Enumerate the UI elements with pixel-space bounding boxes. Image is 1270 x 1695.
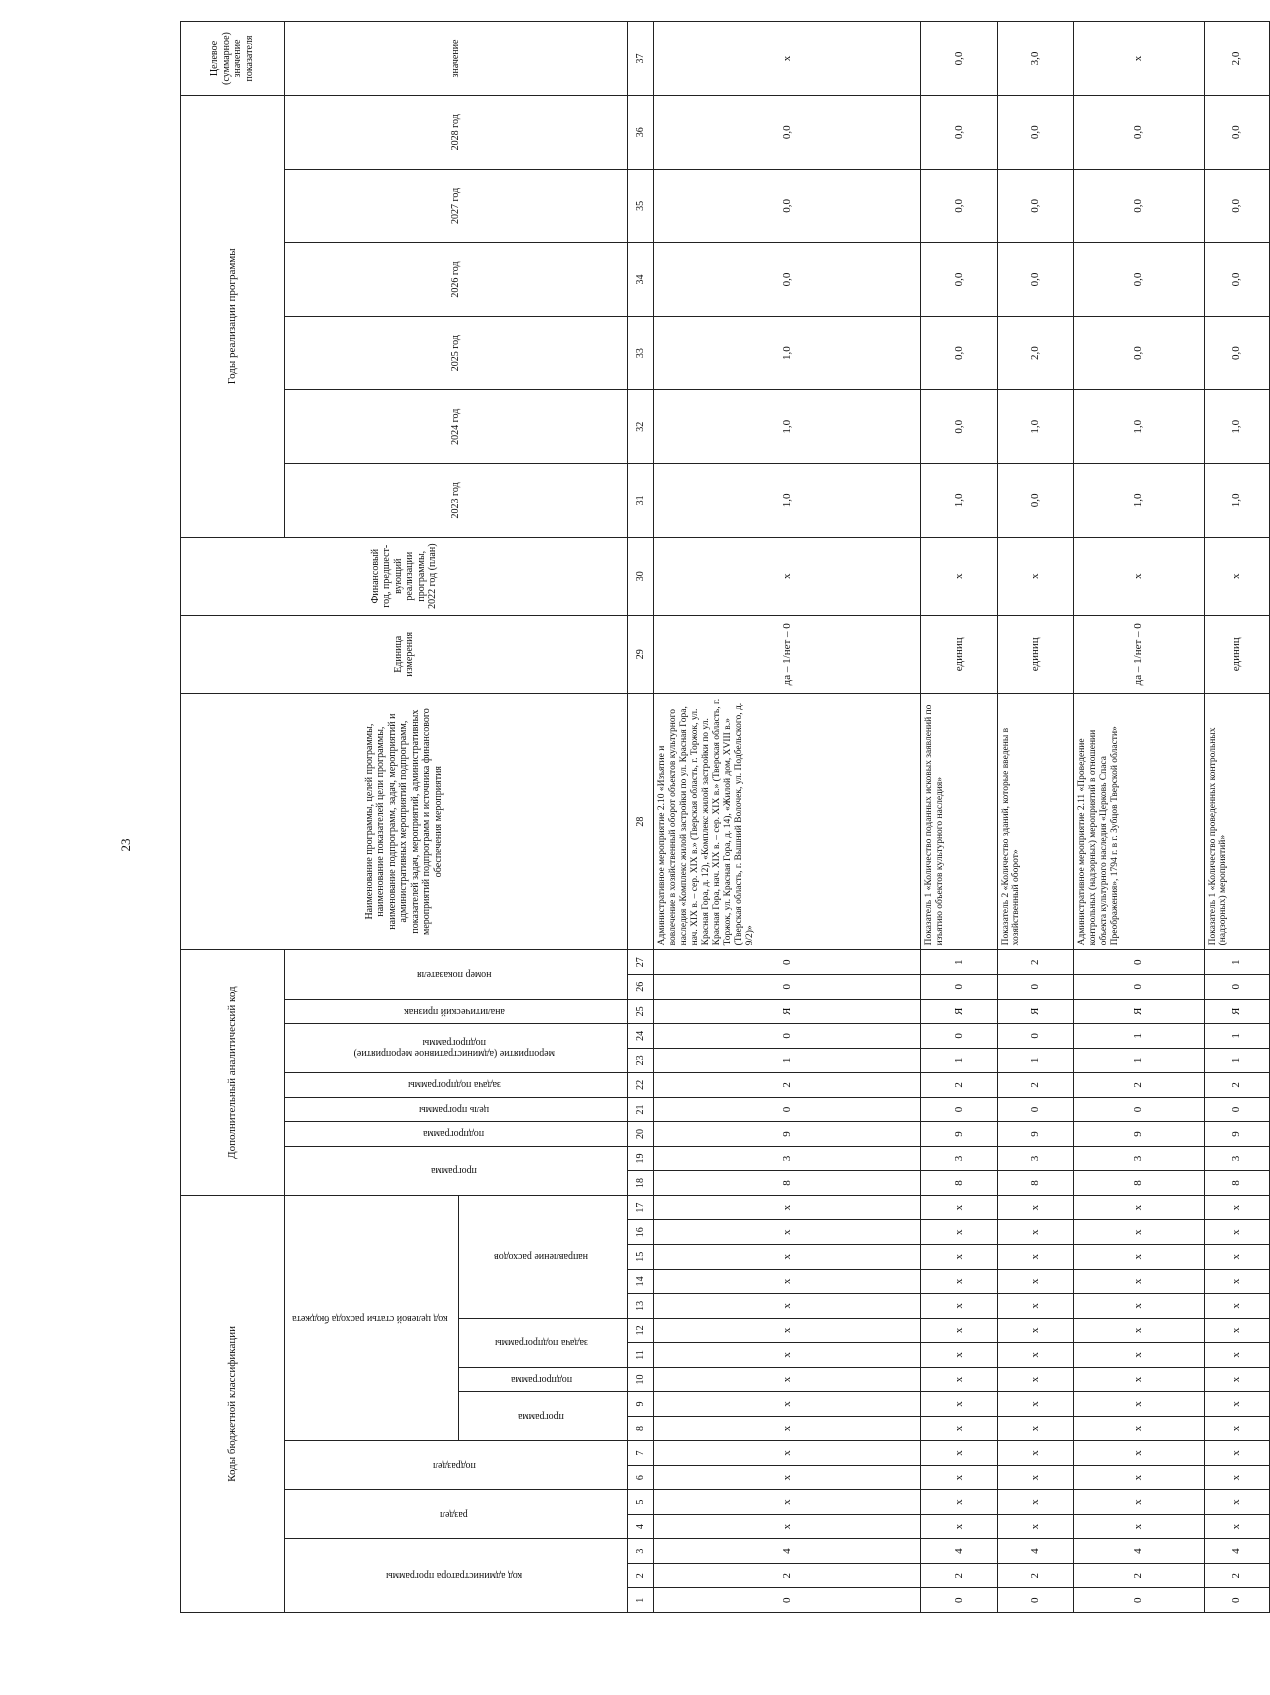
code-cell: x — [921, 1416, 997, 1441]
code-cell: x — [654, 1318, 921, 1343]
code-cell: x — [1073, 1195, 1204, 1220]
code-cell: 3 — [997, 1146, 1073, 1171]
code-cell: x — [1204, 1195, 1269, 1220]
code-cell: x — [997, 1514, 1073, 1539]
code-cell: x — [654, 1367, 921, 1392]
code-cell: 2 — [1204, 1563, 1269, 1588]
header-admin-code: код администратора программы — [385, 1570, 523, 1582]
col-num: 19 — [628, 1146, 654, 1171]
code-cell: x — [1204, 1392, 1269, 1417]
code-cell: 0 — [654, 950, 921, 975]
code-cell: x — [1073, 1514, 1204, 1539]
code-cell: x — [997, 1465, 1073, 1490]
code-cell: 1 — [921, 1048, 997, 1073]
row-name: Показатель 2 «Количество зданий, которые введены в хозяйственный оборот» — [997, 693, 1073, 950]
header-target: Целевое (суммарное) значение показателя — [181, 22, 285, 96]
table-row — [921, 22, 997, 1613]
row-fin-year: х — [1204, 537, 1269, 615]
code-cell: x — [1204, 1490, 1269, 1515]
row-unit: да – 1/нет – 0 — [1073, 615, 1204, 693]
code-cell: x — [921, 1441, 997, 1466]
col-num: 36 — [628, 95, 654, 169]
code-cell: x — [654, 1416, 921, 1441]
col-num: 18 — [628, 1171, 654, 1196]
row-name: Административное мероприятие 2.10 «Изъятие и вовлечение в хозяйственный оборот объектов культурного наследия «Комплекс жилой застройки по ул. Красная Гора, нач. XIX в. – сер. XIX в.» (Тверская область, г. Торжок, ул. Красная Гора, д. 12), «Комплекс жилой застройки по ул. Красная Гора, нач. XIX в. – сер. XIX в.» (Тверская область, г. Торжок, ул. Красная Гора, д. 14), «Жилой дом, XVIII в.» (Тверская область, г. Вышний Волочек, ул. Подбельского, д. 9/2)» — [654, 693, 921, 950]
header-program-goal: цель программы — [418, 1103, 490, 1115]
row-total: 2,0 — [1204, 22, 1269, 96]
table-row — [1073, 22, 1204, 1613]
year-value: 1,0 — [654, 464, 921, 538]
col-num: 25 — [628, 999, 654, 1024]
col-num: 20 — [628, 1122, 654, 1147]
code-cell: x — [997, 1195, 1073, 1220]
col-num: 2 — [628, 1563, 654, 1588]
code-cell: x — [1073, 1367, 1204, 1392]
header-budget-codes: Коды бюджетной классификации — [181, 1195, 285, 1612]
code-cell: 3 — [1073, 1146, 1204, 1171]
rotated-table-sheet — [180, 21, 1270, 1613]
col-num: 6 — [628, 1465, 654, 1490]
col-num: 29 — [628, 615, 654, 693]
code-cell: x — [1204, 1269, 1269, 1294]
code-cell: 1 — [997, 1048, 1073, 1073]
code-cell: 0 — [654, 1097, 921, 1122]
code-cell: 1 — [654, 1048, 921, 1073]
code-cell: 1 — [1204, 1048, 1269, 1073]
year-value: 0,0 — [654, 169, 921, 243]
code-cell: 0 — [921, 1588, 997, 1613]
table-row — [997, 22, 1073, 1613]
col-num: 9 — [628, 1392, 654, 1417]
row-total: 0,0 — [921, 22, 997, 96]
col-num: 23 — [628, 1048, 654, 1073]
col-num: 35 — [628, 169, 654, 243]
code-cell: 3 — [1204, 1146, 1269, 1171]
year-value: 0,0 — [1204, 243, 1269, 317]
header-add-subprogram: подпрограмма — [423, 1128, 485, 1140]
col-num: 30 — [628, 537, 654, 615]
row-unit: единиц — [997, 615, 1073, 693]
code-cell: x — [997, 1245, 1073, 1270]
code-cell: 2 — [1204, 1073, 1269, 1098]
code-cell: x — [921, 1195, 997, 1220]
code-cell: Я — [997, 999, 1073, 1024]
header-subprogram-task: задача подпрограммы — [494, 1337, 588, 1349]
code-cell: x — [921, 1294, 997, 1319]
header-measure: мероприятие (административное мероприятие) подпрограммы — [353, 1037, 555, 1060]
code-cell: x — [997, 1318, 1073, 1343]
col-num: 12 — [628, 1318, 654, 1343]
col-num: 24 — [628, 1024, 654, 1049]
data-rows — [654, 22, 1270, 1613]
code-cell: x — [654, 1343, 921, 1368]
header-years: Годы реализации программы — [181, 95, 285, 537]
row-fin-year: х — [654, 537, 921, 615]
code-cell: x — [921, 1514, 997, 1539]
code-cell: 2 — [921, 1563, 997, 1588]
code-cell: 1 — [1204, 1024, 1269, 1049]
code-cell: x — [654, 1294, 921, 1319]
col-num: 15 — [628, 1245, 654, 1270]
row-total: х — [1073, 22, 1204, 96]
row-fin-year: х — [1073, 537, 1204, 615]
code-cell: 0 — [1073, 1588, 1204, 1613]
code-cell: 8 — [1073, 1171, 1204, 1196]
header-value: значение — [284, 22, 627, 96]
code-cell: x — [997, 1392, 1073, 1417]
year-value: 0,0 — [921, 95, 997, 169]
code-cell: x — [921, 1367, 997, 1392]
header-subsection: подраздел — [432, 1459, 476, 1471]
code-cell: 4 — [654, 1539, 921, 1564]
code-cell: x — [1073, 1490, 1204, 1515]
code-cell: Я — [1204, 999, 1269, 1024]
code-cell: 8 — [921, 1171, 997, 1196]
header-expense-direction: направление расходов — [494, 1251, 589, 1263]
year-value: 0,0 — [921, 390, 997, 464]
year-value: 0,0 — [1204, 95, 1269, 169]
code-cell: Я — [921, 999, 997, 1024]
code-cell: x — [654, 1441, 921, 1466]
row-name: Показатель 1 «Количество поданных исковых заявлений по изъятию объектов культурного наследия» — [921, 693, 997, 950]
code-cell: 0 — [997, 1097, 1073, 1122]
year-value: 0,0 — [654, 95, 921, 169]
code-cell: x — [654, 1490, 921, 1515]
code-cell: x — [1073, 1245, 1204, 1270]
code-cell: 2 — [654, 1073, 921, 1098]
code-cell: x — [1073, 1416, 1204, 1441]
code-cell: 1 — [921, 950, 997, 975]
code-cell: x — [1073, 1465, 1204, 1490]
code-cell: 0 — [921, 975, 997, 1000]
year-value: 0,0 — [921, 316, 997, 390]
code-cell: 0 — [997, 975, 1073, 1000]
code-cell: x — [997, 1490, 1073, 1515]
year-value: 1,0 — [1204, 464, 1269, 538]
code-cell: x — [997, 1294, 1073, 1319]
row-name: Административное мероприятие 2.11 «Проведение контрольных (надзорных) мероприятий в отношении объекта культурного наследия «Церковь Спаса Преображения», 1794 г. в г. Зубцов Тверской области» — [1073, 693, 1204, 950]
col-num: 34 — [628, 243, 654, 317]
code-cell: 0 — [997, 1024, 1073, 1049]
year-value: 0,0 — [1204, 316, 1269, 390]
year-value: 0,0 — [921, 243, 997, 317]
code-cell: 2 — [921, 1073, 997, 1098]
year-value: 1,0 — [654, 316, 921, 390]
header-2026: 2026 год — [284, 243, 627, 317]
row-total: 3,0 — [997, 22, 1073, 96]
header-additional-code: Дополнительный аналитический код — [181, 950, 285, 1195]
code-cell: 0 — [1204, 975, 1269, 1000]
code-cell: x — [1073, 1220, 1204, 1245]
code-cell: x — [997, 1441, 1073, 1466]
year-value: 0,0 — [997, 464, 1073, 538]
row-unit: единиц — [921, 615, 997, 693]
code-cell: 2 — [1073, 1073, 1204, 1098]
code-cell: x — [1204, 1416, 1269, 1441]
year-value: 0,0 — [997, 95, 1073, 169]
header-subprogram: подпрограмма — [510, 1373, 572, 1385]
code-cell: x — [1204, 1514, 1269, 1539]
code-cell: 3 — [921, 1146, 997, 1171]
code-cell: x — [921, 1220, 997, 1245]
code-cell: 4 — [921, 1539, 997, 1564]
code-cell: 0 — [1073, 1097, 1204, 1122]
row-unit: да – 1/нет – 0 — [654, 615, 921, 693]
code-cell: 0 — [997, 1588, 1073, 1613]
code-cell: x — [1204, 1245, 1269, 1270]
header-program: программа — [518, 1410, 565, 1422]
column-number-row — [628, 22, 654, 1613]
code-cell: x — [654, 1514, 921, 1539]
year-value: 1,0 — [921, 464, 997, 538]
col-num: 27 — [628, 950, 654, 975]
code-cell: x — [921, 1465, 997, 1490]
code-cell: x — [997, 1343, 1073, 1368]
code-cell: x — [654, 1245, 921, 1270]
header-2025: 2025 год — [284, 316, 627, 390]
year-value: 0,0 — [654, 243, 921, 317]
code-cell: 2 — [997, 1563, 1073, 1588]
code-cell: 0 — [654, 1588, 921, 1613]
code-cell: x — [997, 1220, 1073, 1245]
code-cell: 0 — [654, 1024, 921, 1049]
code-cell: Я — [654, 999, 921, 1024]
col-num: 4 — [628, 1514, 654, 1539]
year-value: 0,0 — [997, 243, 1073, 317]
col-num: 7 — [628, 1441, 654, 1466]
code-cell: 0 — [1204, 1588, 1269, 1613]
code-cell: x — [1073, 1441, 1204, 1466]
row-fin-year: х — [921, 537, 997, 615]
code-cell: x — [921, 1392, 997, 1417]
code-cell: x — [921, 1318, 997, 1343]
code-cell: 1 — [1204, 950, 1269, 975]
code-cell: x — [921, 1343, 997, 1368]
code-cell: Я — [1073, 999, 1204, 1024]
code-cell: 4 — [997, 1539, 1073, 1564]
row-fin-year: х — [997, 537, 1073, 615]
code-cell: x — [997, 1269, 1073, 1294]
year-value: 2,0 — [997, 316, 1073, 390]
code-cell: 0 — [1073, 950, 1204, 975]
code-cell: 0 — [1204, 1097, 1269, 1122]
col-num: 28 — [628, 693, 654, 950]
year-value: 0,0 — [1073, 169, 1204, 243]
code-cell: 2 — [997, 950, 1073, 975]
code-cell: x — [1204, 1465, 1269, 1490]
col-num: 8 — [628, 1416, 654, 1441]
col-num: 17 — [628, 1195, 654, 1220]
year-value: 1,0 — [1204, 390, 1269, 464]
header-indicator-number: номер показателя — [416, 968, 492, 980]
code-cell: 3 — [654, 1146, 921, 1171]
code-cell: 0 — [921, 1024, 997, 1049]
code-cell: 8 — [1204, 1171, 1269, 1196]
code-cell: x — [921, 1269, 997, 1294]
col-num: 1 — [628, 1588, 654, 1613]
code-cell: 9 — [654, 1122, 921, 1147]
col-num: 26 — [628, 975, 654, 1000]
code-cell: x — [654, 1392, 921, 1417]
code-cell: 1 — [1073, 1048, 1204, 1073]
code-cell: 4 — [1073, 1539, 1204, 1564]
code-cell: 9 — [1204, 1122, 1269, 1147]
col-num: 11 — [628, 1343, 654, 1368]
code-cell: 2 — [654, 1563, 921, 1588]
program-indicators-table — [180, 21, 1270, 1613]
header-2024: 2024 год — [284, 390, 627, 464]
header-fin-year: Финансовый год, предшест-вующий реализации программы, 2022 год (план) — [181, 537, 628, 615]
code-cell: x — [1073, 1343, 1204, 1368]
col-num: 5 — [628, 1490, 654, 1515]
code-cell: 1 — [1073, 1024, 1204, 1049]
code-cell: x — [1204, 1441, 1269, 1466]
code-cell: x — [654, 1269, 921, 1294]
row-name: Показатель 1 «Количество проведенных контрольных (надзорных) мероприятий» — [1204, 693, 1269, 950]
code-cell: 2 — [1073, 1563, 1204, 1588]
code-cell: x — [1204, 1294, 1269, 1319]
code-cell: x — [1204, 1367, 1269, 1392]
code-cell: x — [921, 1245, 997, 1270]
col-num: 13 — [628, 1294, 654, 1319]
header-2028: 2028 год — [284, 95, 627, 169]
table-row — [1204, 22, 1269, 1613]
year-value: 0,0 — [1204, 169, 1269, 243]
header-analytic-sign: аналитический признак — [403, 1005, 505, 1017]
col-num: 32 — [628, 390, 654, 464]
year-value: 0,0 — [1073, 243, 1204, 317]
code-cell: 8 — [654, 1171, 921, 1196]
code-cell: 4 — [1204, 1539, 1269, 1564]
row-unit: единиц — [1204, 615, 1269, 693]
header-add-subprogram-task: задача подпрограммы — [407, 1079, 501, 1091]
header-2027: 2027 год — [284, 169, 627, 243]
code-cell: 9 — [1073, 1122, 1204, 1147]
code-cell: x — [1204, 1343, 1269, 1368]
code-cell: x — [654, 1220, 921, 1245]
col-num: 37 — [628, 22, 654, 96]
code-cell: x — [1073, 1269, 1204, 1294]
code-cell: x — [997, 1367, 1073, 1392]
col-num: 33 — [628, 316, 654, 390]
code-cell: 0 — [921, 1097, 997, 1122]
header-section: раздел — [440, 1508, 468, 1520]
col-num: 21 — [628, 1097, 654, 1122]
year-value: 1,0 — [654, 390, 921, 464]
page-number: 23 — [118, 838, 133, 852]
code-cell: 0 — [1073, 975, 1204, 1000]
code-cell: x — [1073, 1294, 1204, 1319]
code-cell: x — [1204, 1220, 1269, 1245]
code-cell: x — [1204, 1318, 1269, 1343]
year-value: 1,0 — [997, 390, 1073, 464]
table-row — [654, 22, 921, 1613]
header-add-program: программа — [431, 1165, 477, 1177]
code-cell: x — [1073, 1392, 1204, 1417]
code-cell: 0 — [654, 975, 921, 1000]
header-target-item-code: код целевой статьи расхода бюджета — [291, 1312, 448, 1324]
year-value: 0,0 — [1073, 95, 1204, 169]
col-num: 10 — [628, 1367, 654, 1392]
code-cell: 2 — [997, 1073, 1073, 1098]
year-value: 1,0 — [1073, 390, 1204, 464]
code-cell: 8 — [997, 1171, 1073, 1196]
code-cell: x — [921, 1490, 997, 1515]
year-value: 0,0 — [921, 169, 997, 243]
header-2023: 2023 год — [284, 464, 627, 538]
col-num: 31 — [628, 464, 654, 538]
code-cell: x — [1073, 1318, 1204, 1343]
code-cell: x — [997, 1416, 1073, 1441]
col-num: 14 — [628, 1269, 654, 1294]
code-cell: x — [654, 1465, 921, 1490]
col-num: 22 — [628, 1073, 654, 1098]
header-name: Наименование программы, целей программы, наименование показателей цели программы, наименование подпрограмм, задач, мероприятий и административных мероприятий подпрограмм, показателей задач, мероприятий, административных мероприятий подпрограмм и источника финансового обеспечения мероприятия — [181, 693, 628, 950]
header-unit: Единица измерения — [181, 615, 628, 693]
year-value: 0,0 — [1073, 316, 1204, 390]
year-value: 0,0 — [997, 169, 1073, 243]
code-cell: x — [654, 1195, 921, 1220]
col-num: 16 — [628, 1220, 654, 1245]
row-total: х — [654, 22, 921, 96]
col-num: 3 — [628, 1539, 654, 1564]
year-value: 1,0 — [1073, 464, 1204, 538]
code-cell: 9 — [921, 1122, 997, 1147]
code-cell: 9 — [997, 1122, 1073, 1147]
